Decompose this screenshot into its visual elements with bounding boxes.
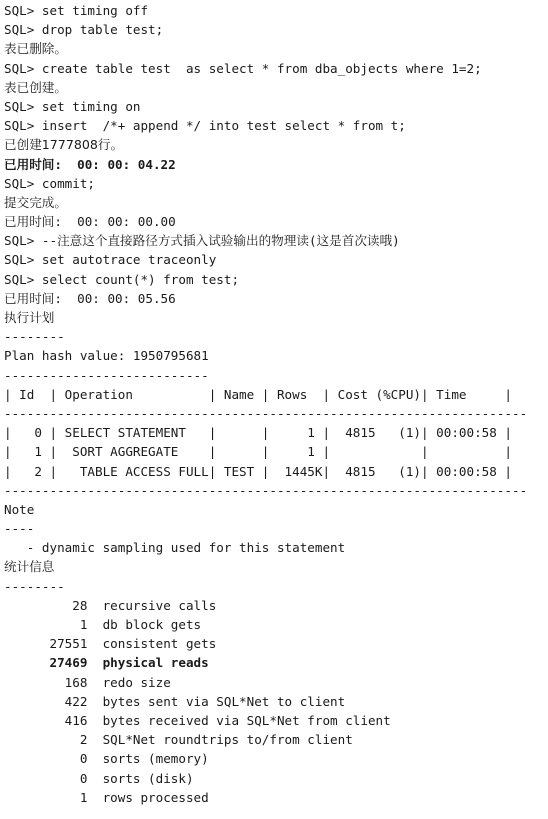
sql-command-line: SQL> set autotrace traceonly xyxy=(4,252,217,268)
sql-command-line: SQL> set timing on xyxy=(4,98,141,114)
statistic-row: 27551 consistent gets xyxy=(4,636,217,652)
plan-table-row: | 1 | SORT AGGREGATE | | 1 | | | xyxy=(4,444,512,460)
sql-command-line: SQL> commit; xyxy=(4,175,95,191)
separator: --------------------------------------------------------------------- xyxy=(4,405,528,421)
section-heading: 统计信息 xyxy=(4,559,55,575)
output-message: 提交完成。 xyxy=(4,194,67,210)
statistic-row: 416 bytes received via SQL*Net from client xyxy=(4,712,391,728)
sql-command-line: SQL> create table test as select * from dba_objects where 1=2; xyxy=(4,60,482,76)
output-message: 已创建1777808行。 xyxy=(4,137,124,153)
statistic-row: 422 bytes sent via SQL*Net to client xyxy=(4,693,346,709)
separator: -------- xyxy=(4,578,65,594)
statistic-row: 1 db block gets xyxy=(4,617,202,632)
sql-command-line: SQL> insert /*+ append */ into test select * from t; xyxy=(4,118,406,134)
section-heading: 执行计划 xyxy=(4,310,55,325)
statistic-row: 1 rows processed xyxy=(4,789,209,805)
plan-table-header: | Id | Operation | Name | Rows | Cost (%CPU)| Time | xyxy=(4,386,512,402)
plan-hash-value: Plan hash value: 1950795681 xyxy=(4,348,209,364)
statistic-row: 27469 physical reads xyxy=(4,655,209,671)
sql-comment-line: SQL> --注意这个直接路径方式插入试验输出的物理读(这是首次读哦) xyxy=(4,233,400,249)
statistic-row: 0 sorts (disk) xyxy=(4,770,194,786)
statistic-row: 0 sorts (memory) xyxy=(4,751,209,767)
plan-table-row: | 2 | TABLE ACCESS FULL| TEST | 1445K| 4815 (1)| 00:00:58 | xyxy=(4,463,512,479)
statistic-row: 28 recursive calls xyxy=(4,597,217,613)
note-text: - dynamic sampling used for this statement xyxy=(4,540,346,556)
separator: --------------------------- xyxy=(4,367,209,383)
statistic-row: 2 SQL*Net roundtrips to/from client xyxy=(4,732,353,748)
note-heading: Note xyxy=(4,501,35,517)
elapsed-time: 已用时间: 00: 00: 04.22 xyxy=(4,156,176,172)
elapsed-time: 已用时间: 00: 00: 05.56 xyxy=(4,290,176,306)
sql-command-line: SQL> drop table test; xyxy=(4,22,164,38)
separator: --------------------------------------------------------------------- xyxy=(4,482,528,498)
sql-command-line: SQL> set timing off xyxy=(4,3,149,18)
elapsed-time: 已用时间: 00: 00: 00.00 xyxy=(4,214,176,230)
statistic-row: 168 redo size xyxy=(4,674,171,690)
sql-command-line: SQL> select count(*) from test; xyxy=(4,271,240,287)
plan-table-row: | 0 | SELECT STATEMENT | | 1 | 4815 (1)| 00:00:58 | xyxy=(4,425,512,441)
output-message: 表已删除。 xyxy=(4,41,67,57)
output-message: 表已创建。 xyxy=(4,79,67,95)
separator: ---- xyxy=(4,521,35,537)
separator: -------- xyxy=(4,329,65,345)
